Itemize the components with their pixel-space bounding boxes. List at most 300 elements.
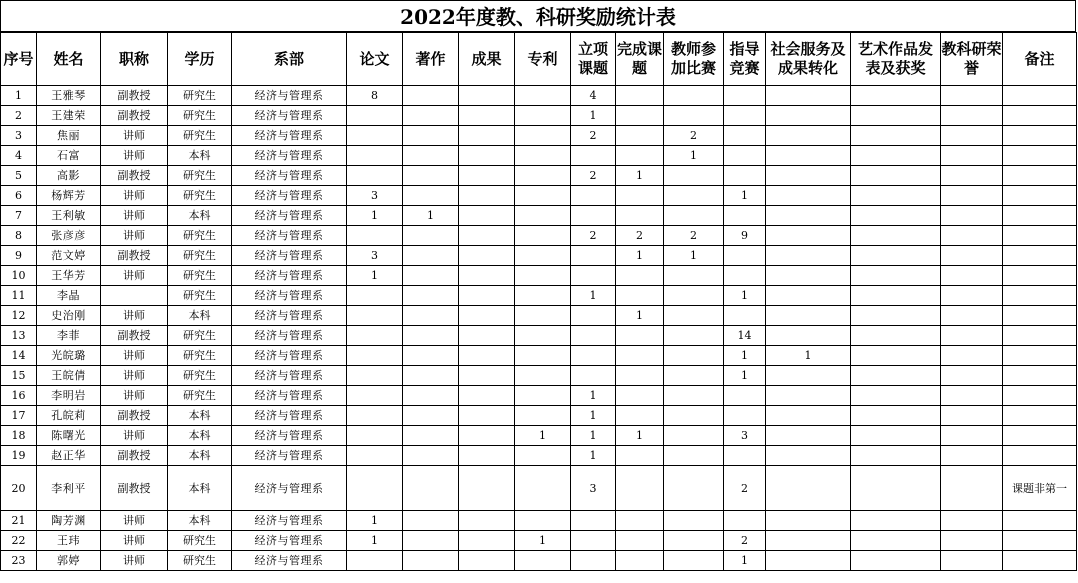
cell-guidance[interactable]: 9 — [724, 226, 766, 246]
cell-project[interactable]: 1 — [571, 446, 616, 466]
cell-achievement[interactable] — [459, 286, 515, 306]
cell-honor[interactable] — [941, 226, 1003, 246]
cell-honor[interactable] — [941, 326, 1003, 346]
cell-index[interactable]: 17 — [1, 406, 37, 426]
cell-patent[interactable] — [515, 86, 571, 106]
cell-dept[interactable]: 经济与管理系 — [232, 386, 347, 406]
cell-art[interactable] — [851, 246, 941, 266]
cell-note[interactable] — [1003, 166, 1077, 186]
cell-title[interactable]: 讲师 — [101, 206, 168, 226]
cell-book[interactable] — [403, 106, 459, 126]
cell-service[interactable] — [766, 511, 851, 531]
cell-note[interactable] — [1003, 126, 1077, 146]
cell-book[interactable] — [403, 531, 459, 551]
cell-honor[interactable] — [941, 146, 1003, 166]
cell-patent[interactable] — [515, 511, 571, 531]
cell-achievement[interactable] — [459, 86, 515, 106]
cell-competition[interactable] — [664, 531, 724, 551]
cell-completed[interactable] — [616, 106, 664, 126]
cell-paper[interactable] — [347, 326, 403, 346]
cell-education[interactable]: 研究生 — [168, 226, 232, 246]
cell-completed[interactable]: 1 — [616, 166, 664, 186]
cell-completed[interactable] — [616, 551, 664, 571]
cell-service[interactable] — [766, 426, 851, 446]
cell-patent[interactable] — [515, 326, 571, 346]
cell-completed[interactable] — [616, 146, 664, 166]
cell-name[interactable]: 李晶 — [37, 286, 101, 306]
cell-dept[interactable]: 经济与管理系 — [232, 106, 347, 126]
cell-note[interactable] — [1003, 306, 1077, 326]
cell-title[interactable]: 副教授 — [101, 466, 168, 511]
cell-patent[interactable] — [515, 346, 571, 366]
cell-honor[interactable] — [941, 406, 1003, 426]
cell-name[interactable]: 孔皖莉 — [37, 406, 101, 426]
cell-completed[interactable] — [616, 326, 664, 346]
cell-education[interactable]: 本科 — [168, 426, 232, 446]
cell-service[interactable] — [766, 186, 851, 206]
cell-project[interactable]: 1 — [571, 106, 616, 126]
cell-guidance[interactable]: 1 — [724, 186, 766, 206]
cell-paper[interactable]: 1 — [347, 531, 403, 551]
cell-project[interactable] — [571, 186, 616, 206]
cell-book[interactable]: 1 — [403, 206, 459, 226]
cell-title[interactable]: 讲师 — [101, 306, 168, 326]
cell-completed[interactable] — [616, 466, 664, 511]
cell-note[interactable] — [1003, 326, 1077, 346]
cell-project[interactable] — [571, 511, 616, 531]
cell-dept[interactable]: 经济与管理系 — [232, 511, 347, 531]
cell-paper[interactable]: 1 — [347, 206, 403, 226]
cell-service[interactable] — [766, 446, 851, 466]
cell-project[interactable] — [571, 146, 616, 166]
cell-paper[interactable] — [347, 106, 403, 126]
cell-note[interactable] — [1003, 146, 1077, 166]
cell-guidance[interactable] — [724, 166, 766, 186]
cell-education[interactable]: 研究生 — [168, 246, 232, 266]
cell-index[interactable]: 13 — [1, 326, 37, 346]
cell-guidance[interactable] — [724, 406, 766, 426]
cell-education[interactable]: 本科 — [168, 466, 232, 511]
cell-book[interactable] — [403, 446, 459, 466]
cell-note[interactable] — [1003, 531, 1077, 551]
cell-guidance[interactable] — [724, 446, 766, 466]
cell-patent[interactable] — [515, 406, 571, 426]
cell-guidance[interactable] — [724, 306, 766, 326]
cell-title[interactable]: 讲师 — [101, 266, 168, 286]
cell-competition[interactable] — [664, 366, 724, 386]
cell-achievement[interactable] — [459, 511, 515, 531]
cell-index[interactable]: 22 — [1, 531, 37, 551]
cell-note[interactable] — [1003, 206, 1077, 226]
cell-dept[interactable]: 经济与管理系 — [232, 306, 347, 326]
cell-service[interactable] — [766, 406, 851, 426]
cell-education[interactable]: 本科 — [168, 306, 232, 326]
cell-paper[interactable] — [347, 126, 403, 146]
cell-competition[interactable] — [664, 346, 724, 366]
cell-index[interactable]: 18 — [1, 426, 37, 446]
cell-completed[interactable] — [616, 126, 664, 146]
cell-achievement[interactable] — [459, 466, 515, 511]
cell-completed[interactable]: 1 — [616, 246, 664, 266]
cell-paper[interactable] — [347, 286, 403, 306]
cell-service[interactable] — [766, 146, 851, 166]
cell-education[interactable]: 本科 — [168, 406, 232, 426]
cell-honor[interactable] — [941, 531, 1003, 551]
cell-title[interactable]: 讲师 — [101, 531, 168, 551]
cell-title[interactable]: 讲师 — [101, 346, 168, 366]
cell-title[interactable]: 副教授 — [101, 86, 168, 106]
cell-book[interactable] — [403, 306, 459, 326]
cell-patent[interactable] — [515, 446, 571, 466]
cell-service[interactable] — [766, 86, 851, 106]
cell-education[interactable]: 研究生 — [168, 531, 232, 551]
cell-achievement[interactable] — [459, 106, 515, 126]
cell-achievement[interactable] — [459, 186, 515, 206]
cell-service[interactable] — [766, 306, 851, 326]
cell-service[interactable] — [766, 126, 851, 146]
cell-service[interactable] — [766, 326, 851, 346]
cell-completed[interactable]: 1 — [616, 426, 664, 446]
cell-service[interactable] — [766, 106, 851, 126]
cell-name[interactable]: 李菲 — [37, 326, 101, 346]
cell-competition[interactable] — [664, 386, 724, 406]
cell-name[interactable]: 李明岩 — [37, 386, 101, 406]
cell-education[interactable]: 本科 — [168, 146, 232, 166]
cell-guidance[interactable]: 2 — [724, 466, 766, 511]
cell-service[interactable] — [766, 531, 851, 551]
cell-patent[interactable] — [515, 186, 571, 206]
cell-competition[interactable] — [664, 326, 724, 346]
cell-dept[interactable]: 经济与管理系 — [232, 226, 347, 246]
cell-honor[interactable] — [941, 286, 1003, 306]
cell-achievement[interactable] — [459, 306, 515, 326]
cell-honor[interactable] — [941, 426, 1003, 446]
cell-book[interactable] — [403, 346, 459, 366]
cell-book[interactable] — [403, 226, 459, 246]
cell-patent[interactable] — [515, 226, 571, 246]
cell-competition[interactable] — [664, 511, 724, 531]
cell-project[interactable] — [571, 531, 616, 551]
cell-achievement[interactable] — [459, 406, 515, 426]
cell-index[interactable]: 21 — [1, 511, 37, 531]
cell-completed[interactable] — [616, 531, 664, 551]
cell-guidance[interactable]: 1 — [724, 551, 766, 571]
cell-achievement[interactable] — [459, 426, 515, 446]
cell-name[interactable]: 王利敏 — [37, 206, 101, 226]
cell-service[interactable] — [766, 551, 851, 571]
cell-honor[interactable] — [941, 366, 1003, 386]
cell-book[interactable] — [403, 146, 459, 166]
cell-index[interactable]: 10 — [1, 266, 37, 286]
cell-title[interactable]: 讲师 — [101, 551, 168, 571]
cell-achievement[interactable] — [459, 226, 515, 246]
cell-patent[interactable] — [515, 466, 571, 511]
cell-name[interactable]: 焦丽 — [37, 126, 101, 146]
cell-service[interactable] — [766, 386, 851, 406]
cell-guidance[interactable] — [724, 266, 766, 286]
cell-note[interactable] — [1003, 426, 1077, 446]
cell-guidance[interactable] — [724, 86, 766, 106]
cell-title[interactable]: 讲师 — [101, 386, 168, 406]
cell-art[interactable] — [851, 86, 941, 106]
cell-art[interactable] — [851, 446, 941, 466]
cell-project[interactable] — [571, 366, 616, 386]
cell-dept[interactable]: 经济与管理系 — [232, 246, 347, 266]
cell-patent[interactable] — [515, 306, 571, 326]
cell-competition[interactable] — [664, 406, 724, 426]
cell-title[interactable]: 讲师 — [101, 146, 168, 166]
cell-note[interactable]: 课题非第一 — [1003, 466, 1077, 511]
cell-dept[interactable]: 经济与管理系 — [232, 326, 347, 346]
cell-book[interactable] — [403, 166, 459, 186]
cell-honor[interactable] — [941, 466, 1003, 511]
cell-dept[interactable]: 经济与管理系 — [232, 126, 347, 146]
cell-honor[interactable] — [941, 306, 1003, 326]
cell-project[interactable]: 2 — [571, 226, 616, 246]
cell-art[interactable] — [851, 206, 941, 226]
cell-name[interactable]: 李利平 — [37, 466, 101, 511]
cell-book[interactable] — [403, 426, 459, 446]
cell-competition[interactable] — [664, 446, 724, 466]
cell-honor[interactable] — [941, 246, 1003, 266]
cell-book[interactable] — [403, 511, 459, 531]
cell-education[interactable]: 研究生 — [168, 86, 232, 106]
cell-competition[interactable] — [664, 166, 724, 186]
cell-honor[interactable] — [941, 126, 1003, 146]
cell-note[interactable] — [1003, 346, 1077, 366]
cell-achievement[interactable] — [459, 326, 515, 346]
cell-index[interactable]: 14 — [1, 346, 37, 366]
cell-index[interactable]: 12 — [1, 306, 37, 326]
cell-honor[interactable] — [941, 106, 1003, 126]
cell-book[interactable] — [403, 286, 459, 306]
cell-paper[interactable] — [347, 146, 403, 166]
cell-dept[interactable]: 经济与管理系 — [232, 286, 347, 306]
cell-paper[interactable] — [347, 386, 403, 406]
cell-art[interactable] — [851, 466, 941, 511]
cell-service[interactable] — [766, 366, 851, 386]
cell-dept[interactable]: 经济与管理系 — [232, 86, 347, 106]
cell-education[interactable]: 研究生 — [168, 326, 232, 346]
cell-note[interactable] — [1003, 511, 1077, 531]
cell-achievement[interactable] — [459, 166, 515, 186]
cell-education[interactable]: 研究生 — [168, 286, 232, 306]
cell-title[interactable]: 副教授 — [101, 406, 168, 426]
cell-service[interactable] — [766, 206, 851, 226]
cell-title[interactable]: 讲师 — [101, 126, 168, 146]
cell-competition[interactable] — [664, 426, 724, 446]
cell-art[interactable] — [851, 146, 941, 166]
cell-index[interactable]: 15 — [1, 366, 37, 386]
cell-education[interactable]: 研究生 — [168, 266, 232, 286]
cell-book[interactable] — [403, 326, 459, 346]
cell-completed[interactable] — [616, 386, 664, 406]
cell-title[interactable]: 副教授 — [101, 446, 168, 466]
cell-competition[interactable] — [664, 286, 724, 306]
cell-education[interactable]: 研究生 — [168, 106, 232, 126]
cell-project[interactable] — [571, 551, 616, 571]
cell-competition[interactable] — [664, 266, 724, 286]
cell-project[interactable]: 2 — [571, 126, 616, 146]
cell-completed[interactable]: 2 — [616, 226, 664, 246]
cell-dept[interactable]: 经济与管理系 — [232, 466, 347, 511]
cell-competition[interactable] — [664, 551, 724, 571]
cell-title[interactable]: 副教授 — [101, 326, 168, 346]
cell-index[interactable]: 8 — [1, 226, 37, 246]
cell-honor[interactable] — [941, 86, 1003, 106]
cell-competition[interactable] — [664, 206, 724, 226]
cell-title[interactable]: 讲师 — [101, 511, 168, 531]
cell-index[interactable]: 16 — [1, 386, 37, 406]
cell-art[interactable] — [851, 286, 941, 306]
cell-paper[interactable] — [347, 226, 403, 246]
cell-education[interactable]: 本科 — [168, 446, 232, 466]
cell-book[interactable] — [403, 186, 459, 206]
cell-dept[interactable]: 经济与管理系 — [232, 551, 347, 571]
cell-achievement[interactable] — [459, 346, 515, 366]
cell-achievement[interactable] — [459, 246, 515, 266]
cell-art[interactable] — [851, 326, 941, 346]
cell-guidance[interactable] — [724, 206, 766, 226]
cell-guidance[interactable] — [724, 106, 766, 126]
cell-education[interactable]: 研究生 — [168, 126, 232, 146]
cell-paper[interactable] — [347, 426, 403, 446]
cell-patent[interactable] — [515, 286, 571, 306]
cell-completed[interactable]: 1 — [616, 306, 664, 326]
cell-index[interactable]: 11 — [1, 286, 37, 306]
cell-project[interactable] — [571, 346, 616, 366]
cell-art[interactable] — [851, 386, 941, 406]
cell-patent[interactable]: 1 — [515, 531, 571, 551]
cell-art[interactable] — [851, 406, 941, 426]
cell-patent[interactable] — [515, 206, 571, 226]
cell-paper[interactable] — [347, 406, 403, 426]
cell-honor[interactable] — [941, 386, 1003, 406]
cell-name[interactable]: 史治刚 — [37, 306, 101, 326]
cell-guidance[interactable]: 1 — [724, 286, 766, 306]
cell-education[interactable]: 研究生 — [168, 551, 232, 571]
cell-project[interactable] — [571, 206, 616, 226]
cell-note[interactable] — [1003, 246, 1077, 266]
cell-guidance[interactable]: 3 — [724, 426, 766, 446]
cell-project[interactable] — [571, 306, 616, 326]
cell-art[interactable] — [851, 306, 941, 326]
cell-education[interactable]: 研究生 — [168, 346, 232, 366]
cell-completed[interactable] — [616, 266, 664, 286]
cell-name[interactable]: 赵正华 — [37, 446, 101, 466]
cell-name[interactable]: 石富 — [37, 146, 101, 166]
cell-guidance[interactable] — [724, 246, 766, 266]
cell-guidance[interactable]: 1 — [724, 366, 766, 386]
cell-service[interactable] — [766, 286, 851, 306]
cell-achievement[interactable] — [459, 266, 515, 286]
cell-name[interactable]: 王建荣 — [37, 106, 101, 126]
cell-dept[interactable]: 经济与管理系 — [232, 146, 347, 166]
cell-paper[interactable] — [347, 166, 403, 186]
cell-honor[interactable] — [941, 511, 1003, 531]
cell-service[interactable] — [766, 226, 851, 246]
cell-service[interactable] — [766, 266, 851, 286]
cell-achievement[interactable] — [459, 551, 515, 571]
cell-note[interactable] — [1003, 106, 1077, 126]
cell-project[interactable]: 3 — [571, 466, 616, 511]
cell-education[interactable]: 研究生 — [168, 186, 232, 206]
cell-honor[interactable] — [941, 166, 1003, 186]
cell-name[interactable]: 张彦彦 — [37, 226, 101, 246]
cell-note[interactable] — [1003, 366, 1077, 386]
cell-dept[interactable]: 经济与管理系 — [232, 346, 347, 366]
cell-completed[interactable] — [616, 206, 664, 226]
cell-note[interactable] — [1003, 551, 1077, 571]
cell-name[interactable]: 范文婷 — [37, 246, 101, 266]
cell-competition[interactable] — [664, 86, 724, 106]
cell-education[interactable]: 研究生 — [168, 386, 232, 406]
cell-title[interactable]: 讲师 — [101, 366, 168, 386]
cell-project[interactable]: 1 — [571, 426, 616, 446]
cell-index[interactable]: 4 — [1, 146, 37, 166]
cell-art[interactable] — [851, 346, 941, 366]
cell-patent[interactable]: 1 — [515, 426, 571, 446]
cell-name[interactable]: 陶芳渊 — [37, 511, 101, 531]
cell-project[interactable]: 1 — [571, 386, 616, 406]
cell-name[interactable]: 高影 — [37, 166, 101, 186]
cell-book[interactable] — [403, 366, 459, 386]
cell-completed[interactable] — [616, 366, 664, 386]
cell-project[interactable]: 4 — [571, 86, 616, 106]
cell-art[interactable] — [851, 426, 941, 446]
cell-dept[interactable]: 经济与管理系 — [232, 531, 347, 551]
cell-completed[interactable] — [616, 86, 664, 106]
cell-title[interactable] — [101, 286, 168, 306]
cell-name[interactable]: 王玮 — [37, 531, 101, 551]
cell-note[interactable] — [1003, 286, 1077, 306]
cell-guidance[interactable] — [724, 146, 766, 166]
cell-index[interactable]: 3 — [1, 126, 37, 146]
cell-honor[interactable] — [941, 346, 1003, 366]
cell-patent[interactable] — [515, 551, 571, 571]
cell-honor[interactable] — [941, 186, 1003, 206]
cell-book[interactable] — [403, 406, 459, 426]
cell-achievement[interactable] — [459, 126, 515, 146]
cell-dept[interactable]: 经济与管理系 — [232, 166, 347, 186]
cell-index[interactable]: 1 — [1, 86, 37, 106]
cell-service[interactable] — [766, 466, 851, 511]
cell-patent[interactable] — [515, 386, 571, 406]
cell-index[interactable]: 23 — [1, 551, 37, 571]
cell-name[interactable]: 光皖璐 — [37, 346, 101, 366]
cell-art[interactable] — [851, 186, 941, 206]
cell-competition[interactable]: 2 — [664, 226, 724, 246]
cell-art[interactable] — [851, 166, 941, 186]
cell-competition[interactable] — [664, 186, 724, 206]
cell-completed[interactable] — [616, 186, 664, 206]
cell-education[interactable]: 本科 — [168, 206, 232, 226]
cell-book[interactable] — [403, 266, 459, 286]
cell-art[interactable] — [851, 126, 941, 146]
cell-name[interactable]: 王雅琴 — [37, 86, 101, 106]
cell-achievement[interactable] — [459, 386, 515, 406]
cell-honor[interactable] — [941, 446, 1003, 466]
cell-patent[interactable] — [515, 166, 571, 186]
cell-name[interactable]: 王皖倩 — [37, 366, 101, 386]
cell-title[interactable]: 讲师 — [101, 186, 168, 206]
cell-patent[interactable] — [515, 146, 571, 166]
cell-achievement[interactable] — [459, 146, 515, 166]
cell-paper[interactable] — [347, 306, 403, 326]
cell-dept[interactable]: 经济与管理系 — [232, 206, 347, 226]
cell-dept[interactable]: 经济与管理系 — [232, 446, 347, 466]
cell-paper[interactable] — [347, 446, 403, 466]
